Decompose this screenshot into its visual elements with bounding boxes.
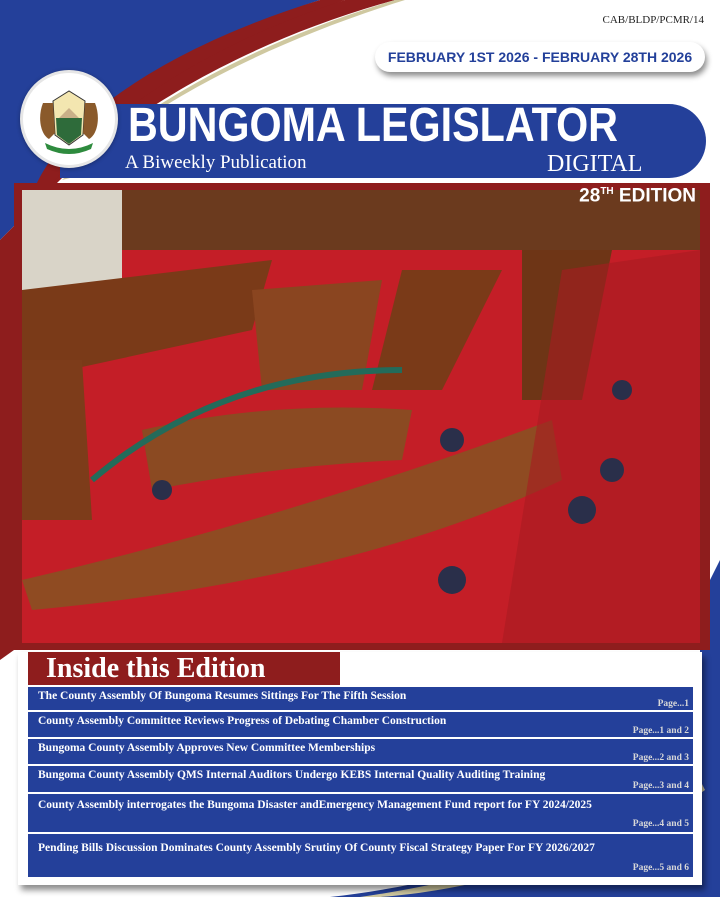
toc-item-page: Page...1 bbox=[657, 698, 689, 709]
edition-suffix: TH bbox=[600, 186, 614, 197]
toc-item-title: County Assembly Committee Reviews Progress of Debating Chamber Construction bbox=[38, 715, 447, 727]
digital-label: DIGITAL bbox=[547, 151, 643, 177]
toc-item-title: Pending Bills Discussion Dominates County Assembly Srutiny Of County Fiscal Strategy Paper For FY 2026/2027 bbox=[38, 842, 595, 854]
publication-subtitle: A Biweekly Publication bbox=[125, 152, 307, 173]
toc-item[interactable] bbox=[28, 712, 693, 737]
toc-item-page: Page...2 and 3 bbox=[632, 752, 689, 763]
publication-title: BUNGOMA LEGISLATOR bbox=[128, 99, 618, 152]
assembly-chamber-photo bbox=[22, 190, 700, 643]
toc-item-page: Page...3 and 4 bbox=[632, 780, 689, 791]
edition-text: EDITION bbox=[613, 185, 696, 207]
toc-item-title: County Assembly interrogates the Bungoma Disaster andEmergency Management Fund report for FY 2024/2025 bbox=[38, 799, 592, 811]
toc-item[interactable] bbox=[28, 766, 693, 792]
toc-item-title: Bungoma County Assembly Approves New Committee Memberships bbox=[38, 742, 376, 754]
toc-item-page: Page...1 and 2 bbox=[632, 725, 689, 736]
toc-item[interactable] bbox=[28, 687, 693, 710]
reference-code: CAB/BLDP/PCMR/14 bbox=[602, 14, 704, 26]
toc-item[interactable] bbox=[28, 834, 693, 877]
toc-item[interactable] bbox=[28, 739, 693, 764]
county-coat-of-arms-logo bbox=[20, 70, 118, 168]
toc-item-page: Page...5 and 6 bbox=[632, 862, 689, 873]
date-range: FEBRUARY 1ST 2026 - FEBRUARY 28TH 2026 bbox=[375, 42, 705, 72]
edition-number: 28 bbox=[579, 185, 601, 207]
toc-item-page: Page...4 and 5 bbox=[632, 818, 689, 829]
toc-heading: Inside this Edition bbox=[28, 652, 340, 685]
edition-label bbox=[579, 186, 696, 207]
toc-item-title: The County Assembly Of Bungoma Resumes Sittings For The Fifth Session bbox=[38, 690, 407, 702]
toc-item[interactable] bbox=[28, 794, 693, 832]
toc-item-title: Bungoma County Assembly QMS Internal Auditors Undergo KEBS Internal Quality Auditing Training bbox=[38, 769, 546, 781]
